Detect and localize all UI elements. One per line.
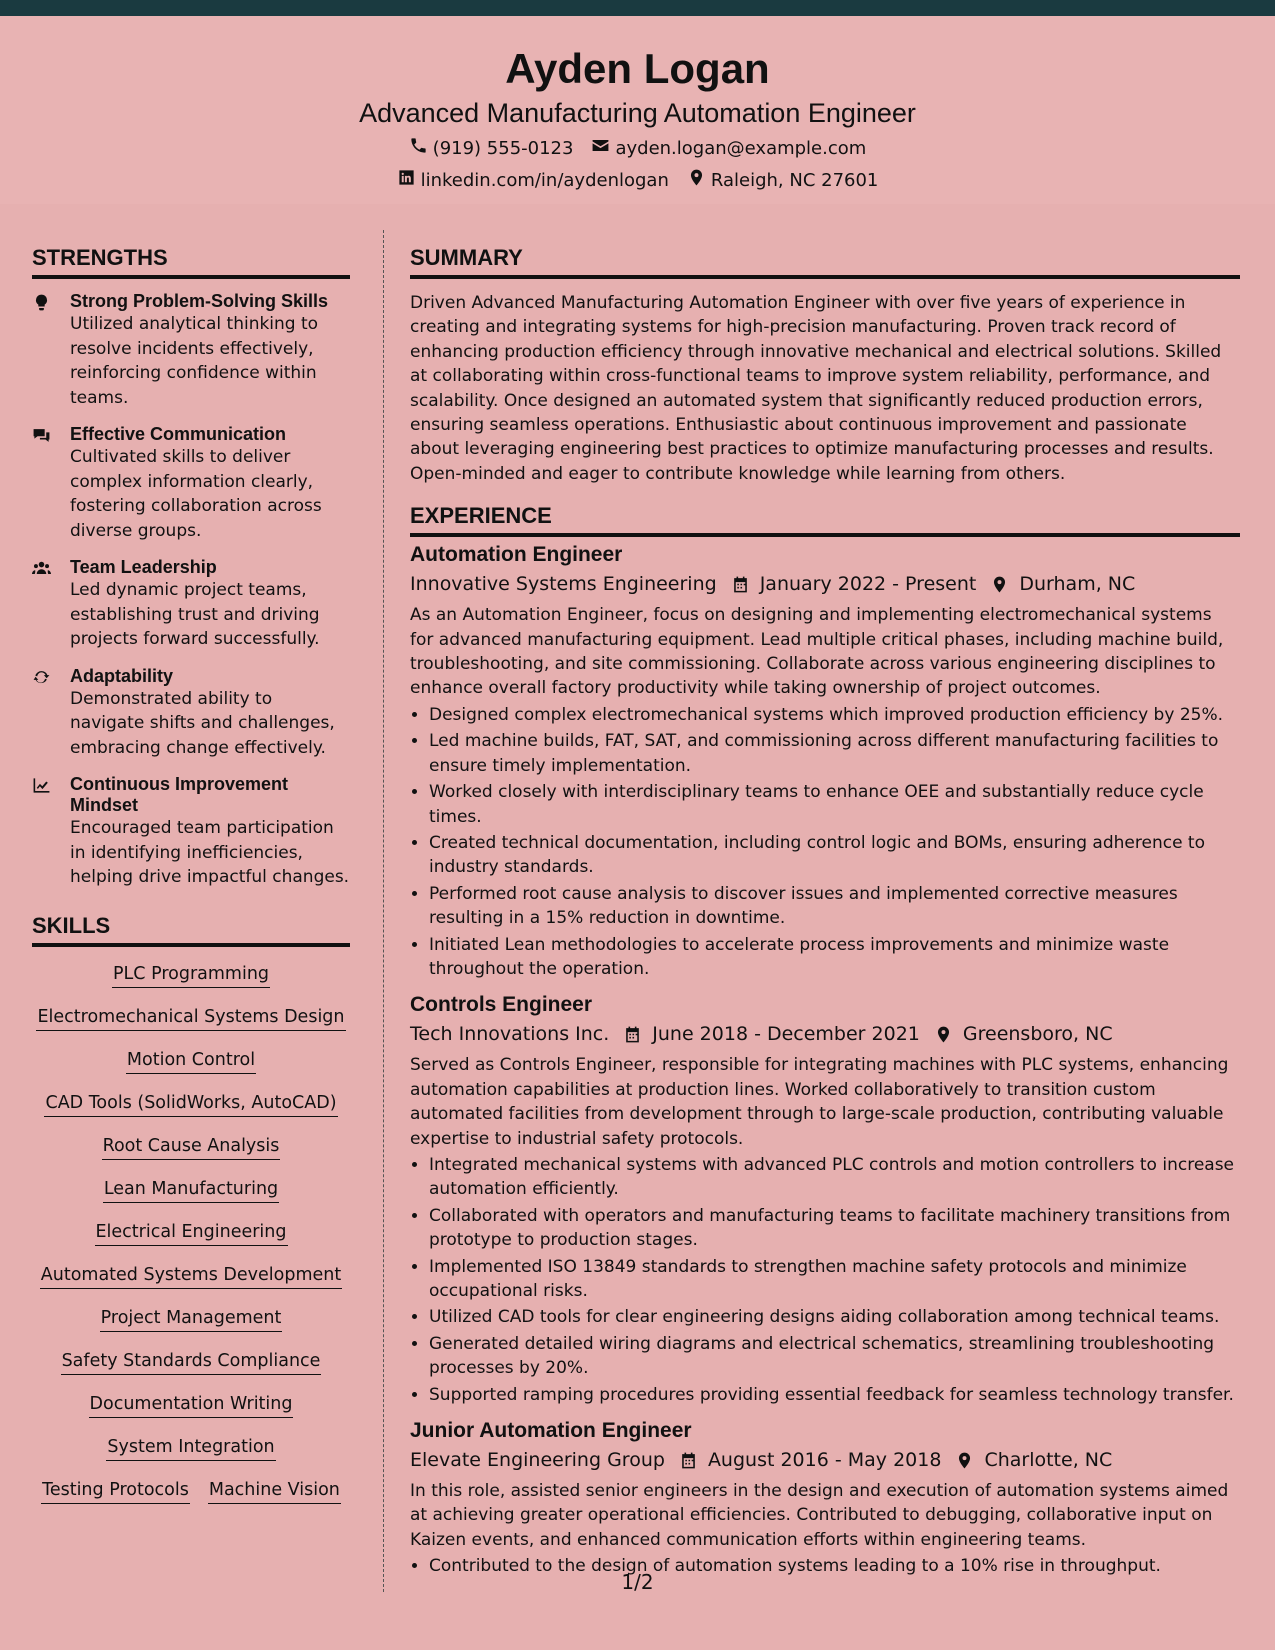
job-dates: January 2022 - Present	[759, 573, 977, 596]
calendar-icon	[623, 1025, 642, 1044]
skill-tag: Testing Protocols	[41, 1477, 190, 1504]
job-dates: August 2016 - May 2018	[707, 1449, 942, 1472]
job-meta	[410, 1445, 1240, 1475]
strength-desc: Cultivated skills to deliver complex information clearly, fostering collaboration across diverse groups.	[70, 447, 322, 541]
map-marker-icon	[687, 168, 706, 194]
job-bullet: • Supported ramping procedures providing essential feedback for seamless technology transfer.	[429, 1383, 1240, 1407]
job-company: Elevate Engineering Group	[410, 1449, 665, 1472]
top-accent-bar	[0, 0, 1275, 16]
skill-tag: Electrical Engineering	[95, 1219, 288, 1246]
job-location: Greensboro, NC	[962, 1023, 1113, 1046]
chart-line-icon	[32, 774, 70, 890]
job-title: Junior Automation Engineer	[410, 1419, 692, 1443]
strength-item	[32, 291, 350, 410]
phone-contact	[409, 136, 574, 162]
skills-list	[32, 961, 350, 1504]
contact-line-2	[0, 168, 1275, 194]
job-bullet: • Contributed to the design of automation systems leading to a 10% rise in throughput.	[429, 1554, 1240, 1578]
skills-heading: SKILLS	[32, 912, 350, 947]
phone-icon	[409, 136, 428, 162]
linkedin-contact[interactable]	[397, 168, 669, 194]
users-icon	[32, 557, 70, 652]
linkedin-text: linkedin.com/in/aydenlogan	[420, 170, 669, 191]
skill-tag: System Integration	[106, 1434, 275, 1461]
email-text: ayden.logan@example.com	[615, 138, 867, 159]
job-entry	[410, 991, 1240, 1407]
job-description: As an Automation Engineer, focus on designing and implementing electromechanical systems for advanced manufacturing equipment. Lead multiple critical phases, including machine build, troubleshooting, and site commissioning. Collaborate across various engineering disciplines to enhance overall factory productivity while taking ownership of project outcomes.	[410, 605, 1224, 699]
job-description: Served as Controls Engineer, responsible for integrating machines with PLC systems, enhancing automation capabilities at production lines. Worked collaboratively to transition custom automated facilities from development through to large-scale production, contributing valuable expertise to industrial safety protocols.	[410, 1055, 1229, 1149]
strength-item	[32, 666, 350, 761]
skill-tag: Automated Systems Development	[40, 1262, 342, 1289]
job-company: Tech Innovations Inc.	[410, 1023, 610, 1046]
job-dates: June 2018 - December 2021	[652, 1023, 920, 1046]
location-contact	[687, 168, 879, 194]
skill-tag: Documentation Writing	[89, 1391, 294, 1418]
summary-heading: SUMMARY	[410, 244, 1240, 279]
job-bullets	[410, 703, 1240, 981]
skill-tag: Machine Vision	[208, 1477, 341, 1504]
candidate-title: Advanced Manufacturing Automation Engineer	[359, 98, 916, 128]
strength-name: Effective Communication	[70, 424, 287, 444]
job-meta	[410, 1019, 1240, 1049]
column-divider	[383, 230, 384, 1592]
strength-name: Team Leadership	[70, 557, 217, 577]
job-description: In this role, assisted senior engineers in the design and execution of automation systems aimed at achieving greater operational efficiencies. Contributed to debugging, collaborative input on Kaizen events, and enhanced communication efforts within engineering teams.	[410, 1481, 1229, 1550]
skill-tag: Root Cause Analysis	[102, 1133, 281, 1160]
candidate-name: Ayden Logan	[505, 45, 770, 92]
job-meta	[410, 569, 1240, 599]
job-bullets	[410, 1153, 1240, 1407]
skill-tag: Motion Control	[126, 1047, 256, 1074]
job-entry	[410, 541, 1240, 981]
email-contact[interactable]	[591, 136, 866, 162]
skill-tag: CAD Tools (SolidWorks, AutoCAD)	[44, 1090, 337, 1117]
summary-text: Driven Advanced Manufacturing Automation Engineer with over five years of experience in creating and integrating systems for high-precision manufacturing. Proven track record of enhancing production efficiency through innovative mechanical and electrical solutions. Skilled at collaborating within cross-functional teams to improve system reliability, performance, and scalability. Once designed an automated system that significantly reduced production errors, ensuring seamless operations. Enthusiastic about continuous improvement and passionate about leveraging engineering best practices to optimize manufacturing processes and results. Open-minded and eager to contribute knowledge while learning from others.	[410, 293, 1222, 484]
strength-desc: Led dynamic project teams, establishing trust and driving projects forward successfully.	[70, 580, 320, 649]
sync-icon	[32, 666, 70, 761]
strength-desc: Encouraged team participation in identifying inefficiencies, helping drive impactful changes.	[70, 818, 350, 887]
job-bullet: • Led machine builds, FAT, SAT, and commissioning across different manufacturing facilities to ensure timely implementation.	[429, 729, 1240, 778]
job-bullet: • Worked closely with interdisciplinary teams to enhance OEE and substantially reduce cycle times.	[429, 780, 1240, 829]
job-bullet: • Initiated Lean methodologies to accelerate process improvements and minimize waste throughout the operation.	[429, 933, 1240, 982]
job-title: Automation Engineer	[410, 543, 623, 567]
lightbulb-icon	[32, 291, 70, 410]
job-entry	[410, 1417, 1240, 1579]
map-marker-icon	[990, 575, 1009, 594]
strengths-heading: STRENGTHS	[32, 244, 350, 279]
strength-desc: Utilized analytical thinking to resolve incidents effectively, reinforcing confidence within teams.	[70, 314, 319, 408]
job-bullet: • Designed complex electromechanical systems which improved production efficiency by 25%.	[429, 703, 1240, 727]
location-text: Raleigh, NC 27601	[710, 170, 879, 191]
comments-icon	[32, 424, 70, 543]
strength-name: Adaptability	[70, 665, 174, 686]
job-bullet: • Performed root cause analysis to discover issues and implemented corrective measures resulting in a 15% reduction in downtime.	[429, 882, 1240, 931]
right-column	[410, 244, 1240, 1589]
skill-tag: PLC Programming	[112, 961, 270, 988]
job-bullet: • Integrated mechanical systems with advanced PLC controls and motion controllers to increase automation efficiently.	[429, 1153, 1240, 1202]
job-title: Controls Engineer	[410, 993, 593, 1017]
page-number: 1/2	[621, 1570, 654, 1594]
job-company: Innovative Systems Engineering	[410, 573, 717, 596]
skill-tag: Electromechanical Systems Design	[36, 1004, 345, 1031]
map-marker-icon	[934, 1025, 953, 1044]
job-location: Durham, NC	[1019, 573, 1136, 596]
job-bullet: • Implemented ISO 13849 standards to strengthen machine safety protocols and minimize occupational risks.	[429, 1255, 1240, 1304]
left-column	[32, 244, 350, 1520]
strength-desc: Demonstrated ability to navigate shifts and challenges, embracing change effectively.	[70, 688, 335, 758]
contact-line-1	[0, 136, 1275, 162]
calendar-icon	[731, 575, 750, 594]
job-bullet: • Utilized CAD tools for clear engineering designs aiding collaboration among technical teams.	[429, 1305, 1240, 1329]
map-marker-icon	[955, 1451, 974, 1470]
job-bullet: • Created technical documentation, including control logic and BOMs, ensuring adherence to industry standards.	[429, 831, 1240, 880]
resume-header	[0, 16, 1275, 204]
strength-item	[32, 774, 350, 890]
strength-item	[32, 557, 350, 652]
strength-name: Continuous Improvement Mindset	[70, 774, 289, 815]
strength-item	[32, 424, 350, 543]
job-location: Charlotte, NC	[984, 1449, 1113, 1472]
calendar-icon	[679, 1451, 698, 1470]
phone-text: (919) 555-0123	[432, 138, 574, 159]
linkedin-icon	[397, 168, 416, 194]
job-bullet: • Collaborated with operators and manufacturing teams to facilitate machinery transitions from prototype to production stages.	[429, 1204, 1240, 1253]
job-bullet: • Generated detailed wiring diagrams and electrical schematics, streamlining troubleshooting processes by 20%.	[429, 1332, 1240, 1381]
skill-tag: Project Management	[100, 1305, 283, 1332]
envelope-icon	[591, 136, 610, 162]
strength-name: Strong Problem-Solving Skills	[70, 291, 329, 311]
skill-tag: Safety Standards Compliance	[61, 1348, 322, 1375]
experience-heading: EXPERIENCE	[410, 502, 1240, 537]
skill-tag: Lean Manufacturing	[103, 1176, 279, 1203]
